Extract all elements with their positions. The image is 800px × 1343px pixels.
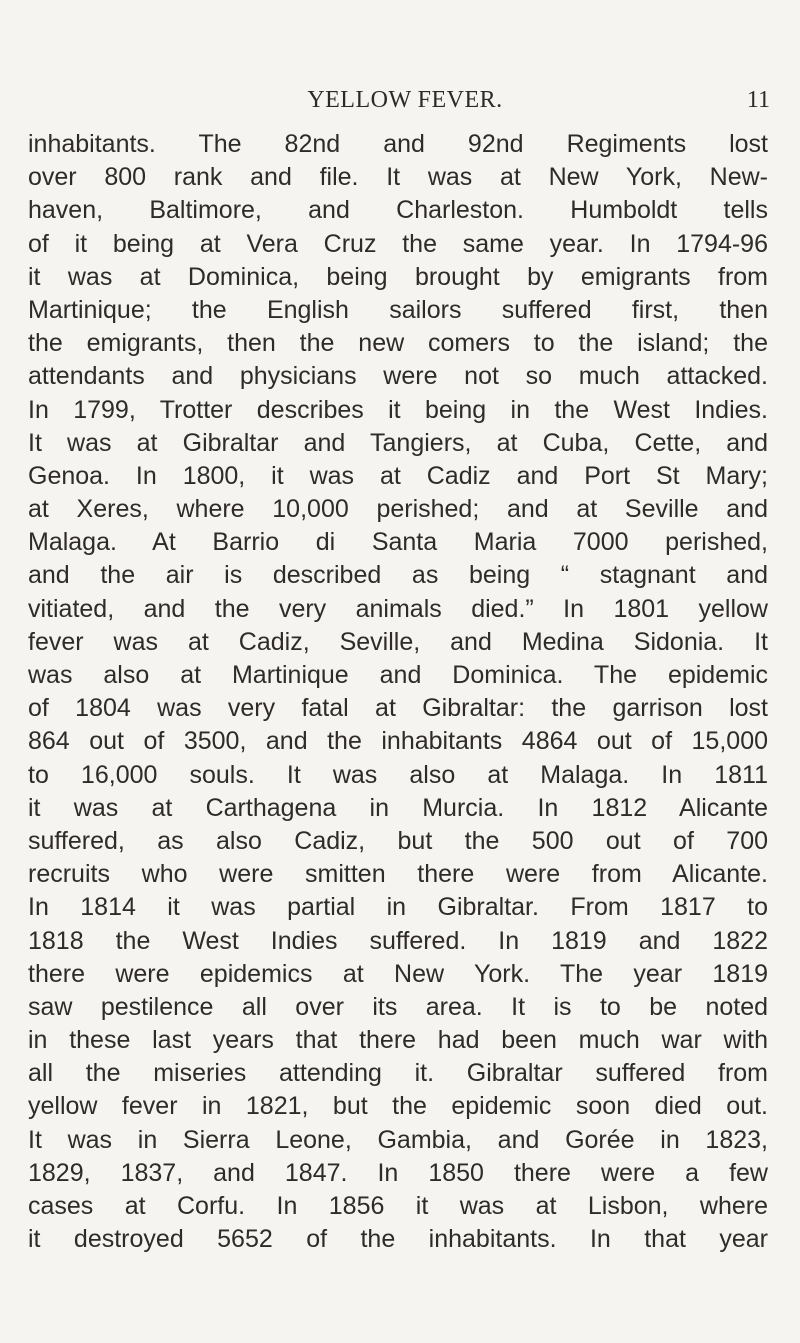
text-line: cases at Corfu. In 1856 it was at Lisbon, where xyxy=(28,1192,768,1220)
text-line: inhabitants. The 82nd and 92nd Regiments lost xyxy=(28,130,768,158)
text-line: to 16,000 souls. It was also at Malaga. In 1811 xyxy=(28,760,768,789)
text-line: 1818 the West Indies suffered. In 1819 and 1822 xyxy=(28,926,768,955)
text-line: of 1804 was very fatal at Gibraltar: the garrison lost xyxy=(28,694,768,723)
text-line: fever was at Cadiz, Seville, and Medina Sidonia. It xyxy=(28,627,768,656)
text-line: saw pestilence all over its area. It is to be noted xyxy=(28,992,768,1021)
text-line: suffered, as also Cadiz, but the 500 out of 700 xyxy=(28,826,768,855)
text-line: there were epidemics at New York. The year 1819 xyxy=(28,959,768,988)
text-line: yellow fever in 1821, but the epidemic soon died out. xyxy=(28,1092,768,1121)
running-title: YELLOW FEVER. xyxy=(307,87,503,113)
body-text xyxy=(28,128,768,1256)
text-line: In 1814 it was partial in Gibraltar. From 1817 to xyxy=(28,893,768,922)
text-line: in these last years that there had been much war with xyxy=(28,1026,768,1055)
text-line: all the miseries attending it. Gibraltar suffered from xyxy=(28,1059,768,1088)
text-line: it was at Dominica, being brought by emigrants from xyxy=(28,262,768,291)
text-line: at Xeres, where 10,000 perished; and at Seville and xyxy=(28,495,768,524)
text-line: It was in Sierra Leone, Gambia, and Gorée in 1823, xyxy=(28,1125,768,1154)
text-line: Genoa. In 1800, it was at Cadiz and Port St Mary; xyxy=(28,461,768,490)
text-line: haven, Baltimore, and Charleston. Humboldt tells xyxy=(28,196,768,225)
text-line: It was at Gibraltar and Tangiers, at Cuba, Cette, and xyxy=(28,428,768,457)
running-head xyxy=(30,84,770,116)
text-line: over 800 rank and file. It was at New York, New- xyxy=(28,163,768,192)
text-line: Martinique; the English sailors suffered first, then xyxy=(28,295,768,324)
text-line: the emigrants, then the new comers to the island; the xyxy=(28,329,768,358)
page-number: 11 xyxy=(746,87,770,113)
text-line: In 1799, Trotter describes it being in the West Indies. xyxy=(28,395,768,424)
text-line: it was at Carthagena in Murcia. In 1812 Alicante xyxy=(28,793,768,822)
text-line: and the air is described as being “ stagnant and xyxy=(28,561,768,590)
text-line: recruits who were smitten there were from Alicante. xyxy=(28,860,768,889)
text-line: was also at Martinique and Dominica. The epidemic xyxy=(28,661,768,689)
text-line: attendants and physicians were not so much attacked. xyxy=(28,362,768,391)
text-line: Malaga. At Barrio di Santa Maria 7000 perished, xyxy=(28,528,768,557)
text-line: 864 out of 3500, and the inhabitants 4864 out of 15,000 xyxy=(28,727,768,756)
text-line: vitiated, and the very animals died.” In 1801 yellow xyxy=(28,594,768,623)
text-line: 1829, 1837, and 1847. In 1850 there were a few xyxy=(28,1158,768,1187)
text-line: it destroyed 5652 of the inhabitants. In that year xyxy=(28,1225,768,1254)
text-line: of it being at Vera Cruz the same year. In 1794-96 xyxy=(28,229,768,258)
